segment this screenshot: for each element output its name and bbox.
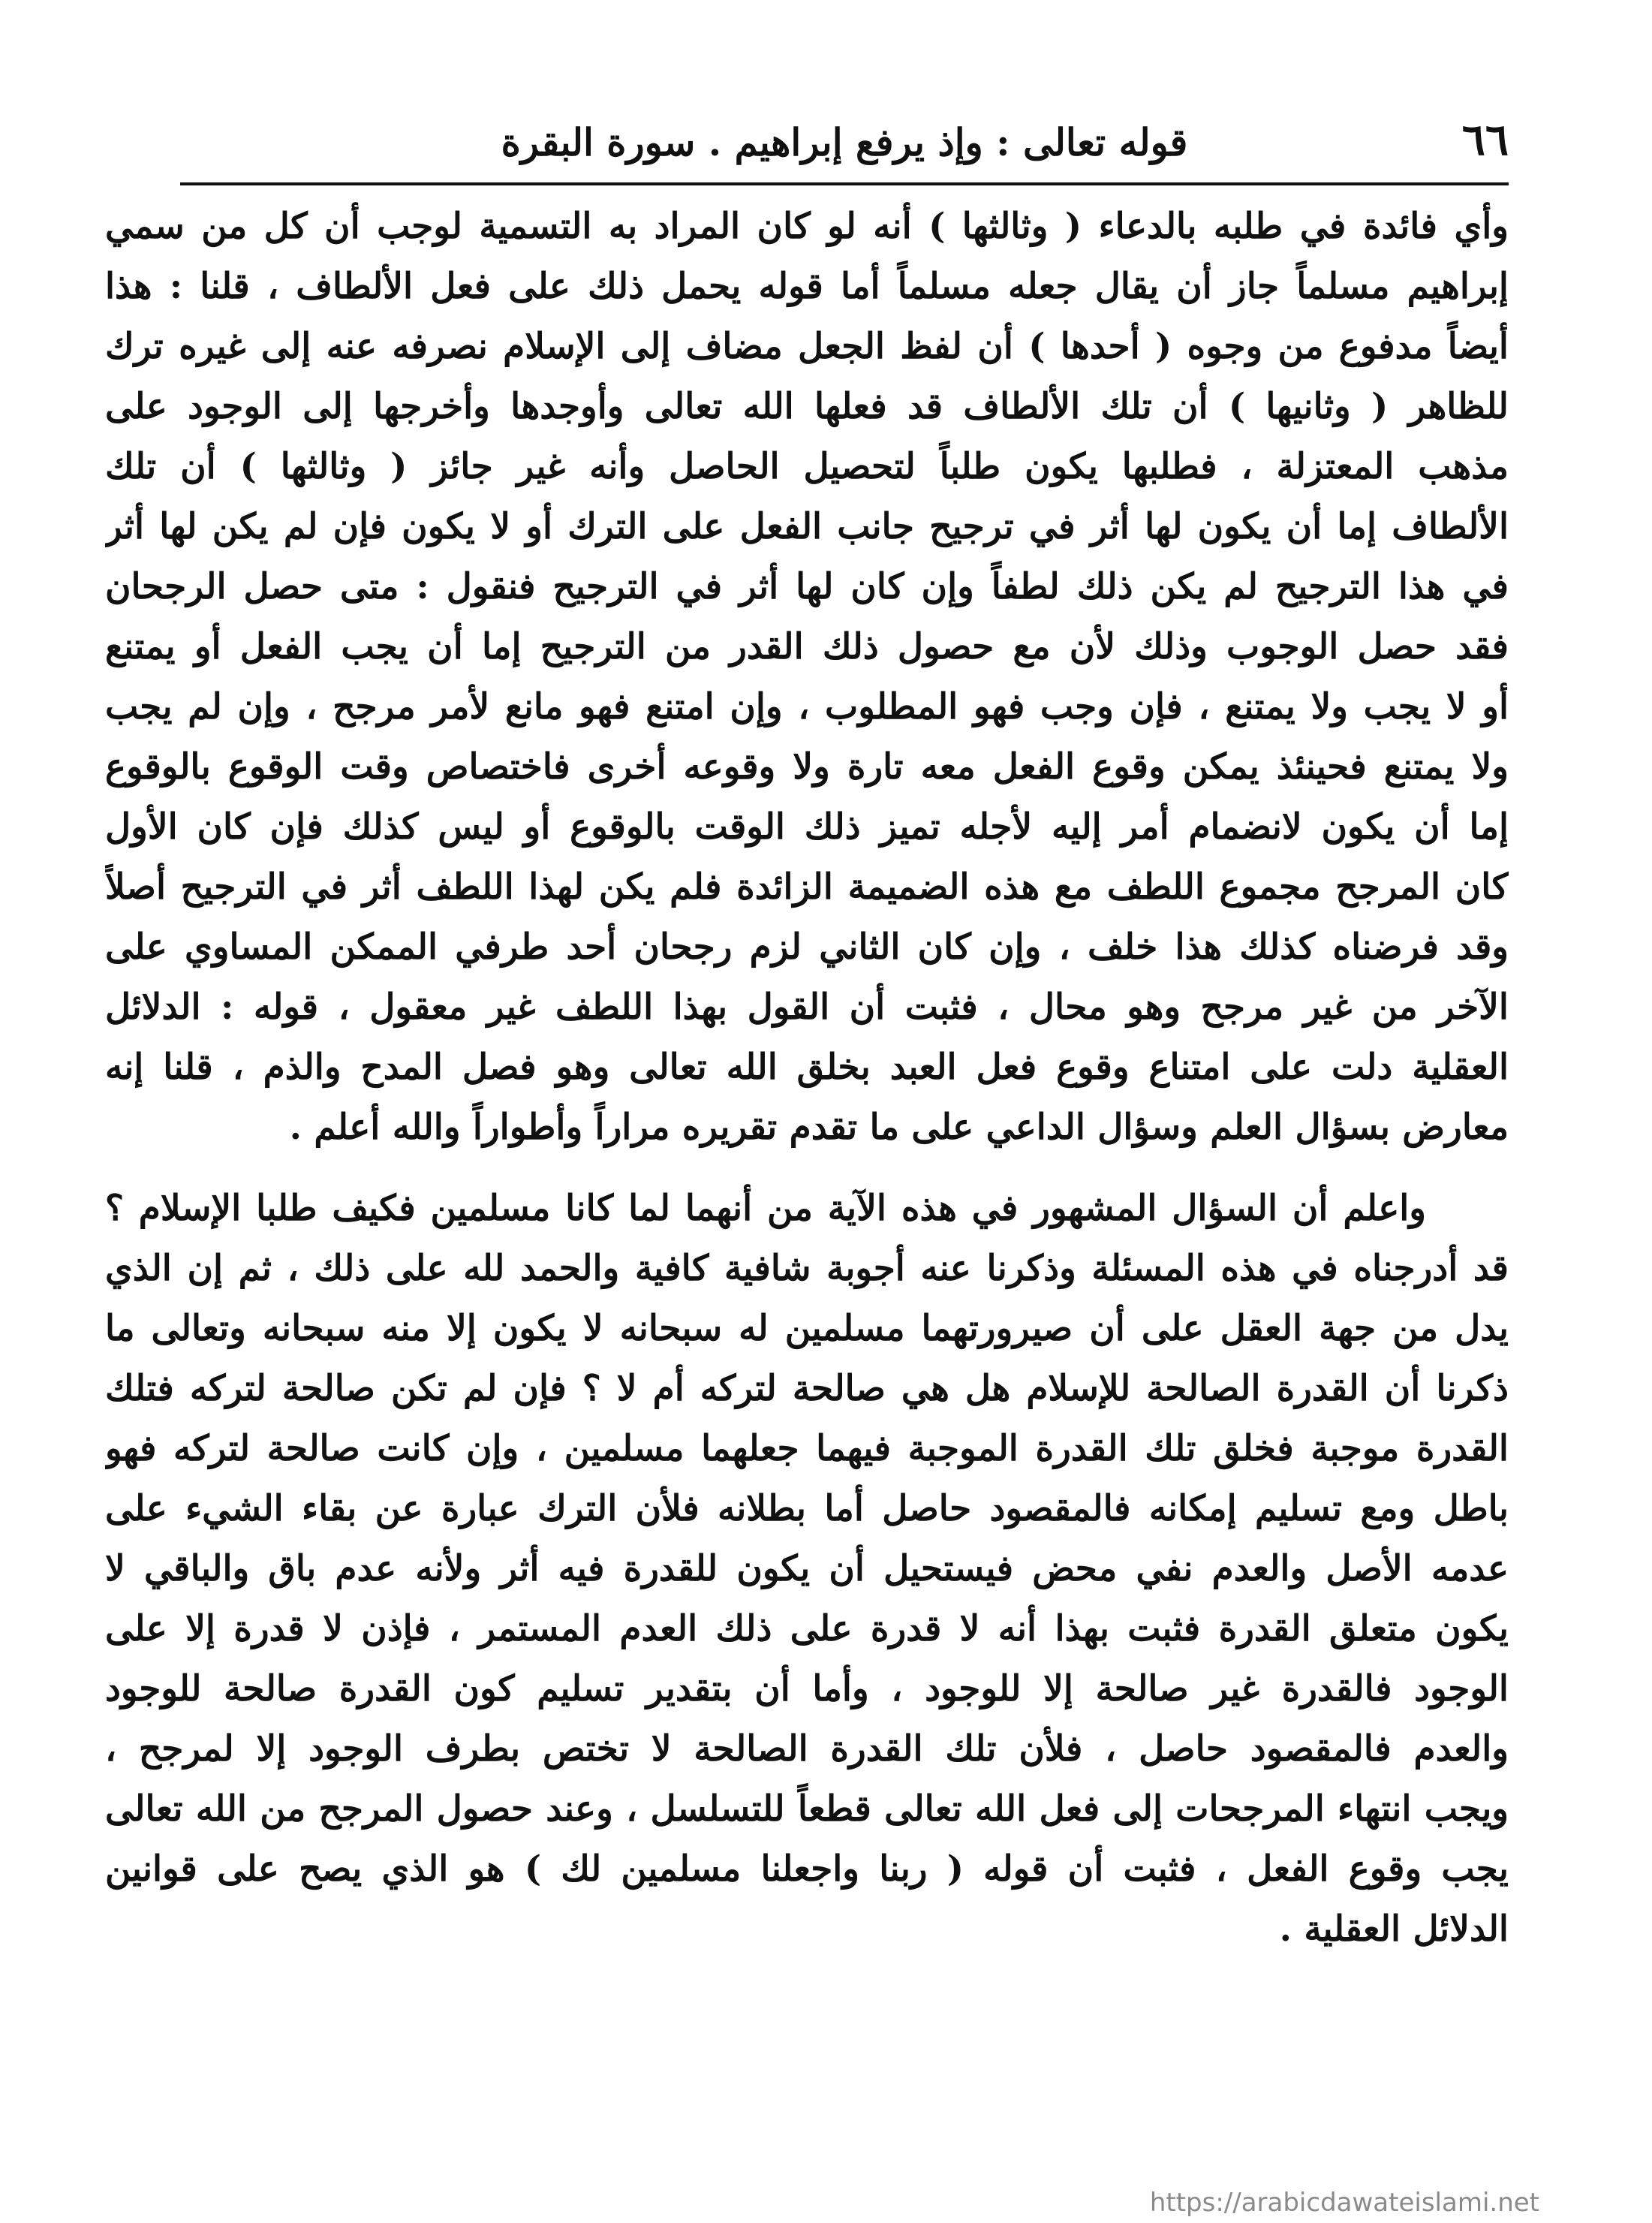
body-text [105,197,1509,1959]
text-line: في هذا الترجيح لم يكن ذلك لطفاً وإن كان لها أثر في الترجيح فنقول : متى حصل الرجحان [105,566,1509,607]
page-header [180,105,1509,180]
text-line: الدلائل العقلية . [1279,1908,1509,1950]
text-line: ولا يمتنع فحينئذ يمكن وقوع الفعل معه تارة ولا وقوعه أخرى فاختصاص وقت الوقوع بالوقوع [105,746,1509,788]
text-line: إما أن يكون لانضمام أمر إليه لأجله تميز ذلك الوقت بالوقوع أو ليس كذلك فإن كان الأول [105,806,1509,848]
text-line: العقلية دلت على امتناع وقوع فعل العبد بخلق الله تعالى وهو فصل المدح والذم ، قلنا إنه [105,1047,1509,1088]
text-line: للظاهر ( وثانيها ) أن تلك الألطاف قد فعلها الله تعالى وأوجدها وأخرجها إلى الوجود على [105,386,1509,427]
text-line: باطل ومع تسليم إمكانه فالمقصود حاصل أما بطلانه فلأن الترك عبارة عن بقاء الشيء على [105,1488,1509,1529]
text-line: يجب وقوع الفعل ، فثبت أن قوله ( ربنا واجعلنا مسلمين لك ) هو الذي يصح على قوانين [105,1848,1509,1890]
page-number: ٦٦ [1461,114,1509,165]
text-line: ذكرنا أن القدرة الصالحة للإسلام هل هي صالحة لتركه أم لا ؟ فإن لم تكن صالحة لتركه فتلك [105,1368,1509,1409]
running-title: قوله تعالى : وإذ يرفع إبراهيم . سورة البقرة [501,120,1188,164]
watermark-url: https://arabicdawateislami.net [1149,2188,1539,2218]
text-line: فقد حصل الوجوب وذلك لأن مع حصول ذلك القدر من الترجيح إما أن يجب الفعل أو يمتنع [105,626,1509,667]
text-line: الألطاف إما أن يكون لها أثر في ترجيح جانب الفعل على الترك أو لا يكون فإن لم يكن لها أثر [105,506,1509,547]
text-line: أيضاً مدفوع من وجوه ( أحدها ) أن لفظ الجعل مضاف إلى الإسلام نصرفه عنه إلى غيره ترك [105,326,1509,367]
text-line: وقد فرضناه كذلك هذا خلف ، وإن كان الثاني لزم رجحان أحد طرفي الممكن المساوي على [105,926,1509,968]
text-line: معارض بسؤال العلم وسؤال الداعي على ما تقدم تقريره مراراً وأطواراً والله أعلم . [289,1107,1509,1148]
text-line: وأي فائدة في طلبه بالدعاء ( وثالثها ) أنه لو كان المراد به التسمية لوجب أن كل من سمي [105,206,1509,247]
text-line: الوجود فالقدرة غير صالحة إلا للوجود ، وأما أن بتقدير تسليم كون القدرة صالحة للوجود [105,1668,1509,1709]
text-line: والعدم فالمقصود حاصل ، فلأن تلك القدرة الصالحة لا تختص بطرف الوجود إلا لمرجح ، [105,1728,1509,1770]
header-rule [180,182,1509,185]
text-line: الآخر من غير مرجح وهو محال ، فثبت أن القول بهذا اللطف غير معقول ، قوله : الدلائل [105,986,1509,1028]
text-line: ويجب انتهاء المرجحات إلى فعل الله تعالى قطعاً للتسلسل ، وعند حصول المرجح من الله تعالى [105,1788,1509,1830]
text-line: واعلم أن السؤال المشهور في هذه الآية من أنهما لما كانا مسلمين فكيف طلبا الإسلام ؟ [105,1188,1426,1229]
text-line: أو لا يجب ولا يمتنع ، فإن وجب فهو المطلوب ، وإن امتنع فهو مانع لأمر مرجح ، وإن لم يجب [105,686,1509,727]
text-line: يدل من جهة العقل على أن صيرورتهما مسلمين له سبحانه لا يكون إلا منه سبحانه وتعالى ما [105,1308,1509,1349]
paragraph-1 [105,197,1509,1158]
text-line: عدمه الأصل والعدم نفي محض فيستحيل أن يكون للقدرة فيه أثر ولأنه عدم باق والباقي لا [105,1548,1509,1589]
text-line: إبراهيم مسلماً جاز أن يقال جعله مسلماً أما قوله يحمل ذلك على فعل الألطاف ، قلنا : هذا [105,266,1509,307]
text-line: كان المرجح مجموع اللطف مع هذه الضميمة الزائدة فلم يكن لهذا اللطف أثر في الترجيح أصلاً [105,866,1509,908]
text-line: مذهب المعتزلة ، فطلبها يكون طلباً لتحصيل الحاصل وأنه غير جائز ( وثالثها ) أن تلك [105,446,1509,487]
text-line: قد أدرجناه في هذه المسئلة وذكرنا عنه أجوبة شافية كافية والحمد لله على ذلك ، ثم إن الذي [105,1248,1509,1289]
paragraph-2 [105,1179,1509,1959]
text-line: القدرة موجبة فخلق تلك القدرة الموجبة فيهما جعلهما مسلمين ، وإن كانت صالحة لتركه فهو [105,1428,1509,1469]
text-line: يكون متعلق القدرة فثبت بهذا أنه لا قدرة على ذلك العدم المستمر ، فإذن لا قدرة إلا على [105,1608,1509,1649]
